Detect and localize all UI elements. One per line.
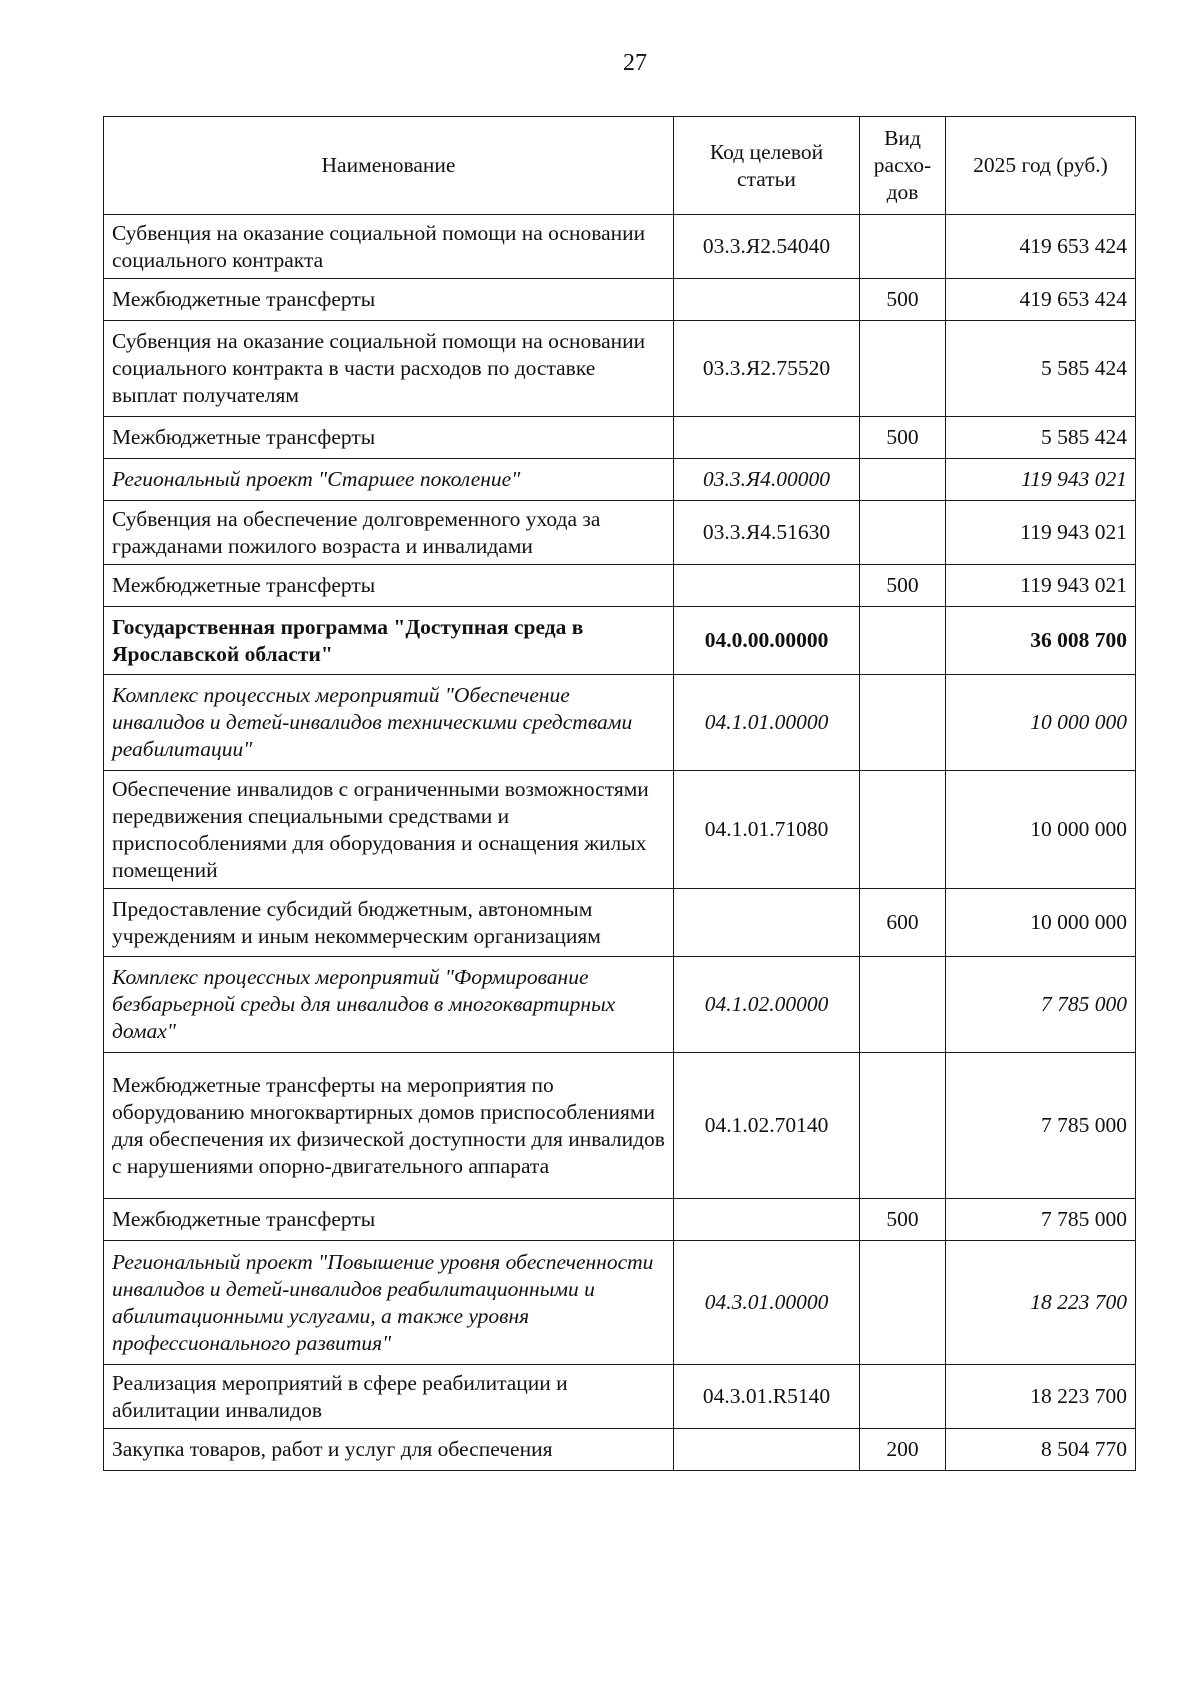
row-amount-cell: 119 943 021 <box>946 501 1136 565</box>
row-name-cell: Реализация мероприятий в сфере реабилитации и абилитации инвалидов <box>104 1365 674 1429</box>
row-name-cell: Предоставление субсидий бюджетным, автономным учреждениям и иным некоммерческим организациям <box>104 889 674 957</box>
table-row <box>104 1429 1136 1471</box>
row-code-cell: 04.3.01.00000 <box>674 1241 860 1365</box>
table-row <box>104 1053 1136 1199</box>
row-code-cell: 03.3.Я4.00000 <box>674 459 860 501</box>
row-name-cell: Региональный проект "Повышение уровня обеспеченности инвалидов и детей-инвалидов реабилитационными и абилитационными услугами, а также уровня профессионального развития" <box>104 1241 674 1365</box>
row-amount-cell: 7 785 000 <box>946 957 1136 1053</box>
row-name-cell: Субвенция на обеспечение долговременного ухода за гражданами пожилого возраста и инвалидами <box>104 501 674 565</box>
row-type-cell: 500 <box>860 1199 946 1241</box>
row-amount-cell: 119 943 021 <box>946 459 1136 501</box>
row-type-cell <box>860 321 946 417</box>
table-row <box>104 459 1136 501</box>
table-row <box>104 215 1136 279</box>
row-name-cell: Закупка товаров, работ и услуг для обеспечения <box>104 1429 674 1471</box>
row-code-cell: 04.3.01.R5140 <box>674 1365 860 1429</box>
row-code-cell <box>674 417 860 459</box>
row-amount-cell: 5 585 424 <box>946 417 1136 459</box>
table-row <box>104 1241 1136 1365</box>
row-amount-cell: 7 785 000 <box>946 1199 1136 1241</box>
row-amount-cell: 18 223 700 <box>946 1365 1136 1429</box>
row-type-cell: 600 <box>860 889 946 957</box>
row-name-cell: Комплекс процессных мероприятий "Обеспечение инвалидов и детей-инвалидов техническими средствами реабилитации" <box>104 675 674 771</box>
header-amount: 2025 год (руб.) <box>946 117 1136 215</box>
row-amount-cell: 10 000 000 <box>946 675 1136 771</box>
row-name-cell: Региональный проект "Старшее поколение" <box>104 459 674 501</box>
table-row <box>104 1365 1136 1429</box>
row-code-cell: 03.3.Я2.54040 <box>674 215 860 279</box>
row-name-cell: Субвенция на оказание социальной помощи на основании социального контракта <box>104 215 674 279</box>
table-row <box>104 279 1136 321</box>
row-name-cell: Межбюджетные трансферты на мероприятия по оборудованию многоквартирных домов приспособлениями для обеспечения их физической доступности для инвалидов с нарушениями опорно-двигательного аппарата <box>104 1053 674 1199</box>
table-body <box>104 215 1136 1471</box>
row-code-cell: 04.0.00.00000 <box>674 607 860 675</box>
row-code-cell <box>674 279 860 321</box>
table-row <box>104 675 1136 771</box>
row-amount-cell: 7 785 000 <box>946 1053 1136 1199</box>
row-amount-cell: 10 000 000 <box>946 771 1136 889</box>
row-type-cell <box>860 459 946 501</box>
row-name-cell: Межбюджетные трансферты <box>104 1199 674 1241</box>
row-type-cell <box>860 1241 946 1365</box>
header-type: Вид расхо-дов <box>860 117 946 215</box>
row-type-cell: 200 <box>860 1429 946 1471</box>
row-name-cell: Межбюджетные трансферты <box>104 565 674 607</box>
table-row <box>104 501 1136 565</box>
row-type-cell <box>860 215 946 279</box>
row-code-cell: 04.1.01.00000 <box>674 675 860 771</box>
table-row <box>104 321 1136 417</box>
row-amount-cell: 119 943 021 <box>946 565 1136 607</box>
table-row <box>104 771 1136 889</box>
row-type-cell <box>860 675 946 771</box>
row-name-cell: Комплекс процессных мероприятий "Формирование безбарьерной среды для инвалидов в многоквартирных домах" <box>104 957 674 1053</box>
table-row <box>104 417 1136 459</box>
row-amount-cell: 10 000 000 <box>946 889 1136 957</box>
row-type-cell: 500 <box>860 565 946 607</box>
row-type-cell <box>860 1365 946 1429</box>
row-type-cell <box>860 1053 946 1199</box>
row-name-cell: Межбюджетные трансферты <box>104 417 674 459</box>
row-amount-cell: 36 008 700 <box>946 607 1136 675</box>
row-code-cell <box>674 1429 860 1471</box>
row-type-cell <box>860 957 946 1053</box>
row-code-cell: 03.3.Я4.51630 <box>674 501 860 565</box>
row-type-cell: 500 <box>860 279 946 321</box>
row-name-cell: Обеспечение инвалидов с ограниченными возможностями передвижения специальными средствами и приспособлениями для оборудования и оснащения жилых помещений <box>104 771 674 889</box>
row-amount-cell: 18 223 700 <box>946 1241 1136 1365</box>
row-amount-cell: 8 504 770 <box>946 1429 1136 1471</box>
table-row <box>104 957 1136 1053</box>
row-type-cell <box>860 607 946 675</box>
row-code-cell <box>674 1199 860 1241</box>
row-code-cell <box>674 889 860 957</box>
header-code: Код целевой статьи <box>674 117 860 215</box>
table-row <box>104 565 1136 607</box>
row-amount-cell: 419 653 424 <box>946 279 1136 321</box>
header-name: Наименование <box>104 117 674 215</box>
row-name-cell: Государственная программа "Доступная среда в Ярославской области" <box>104 607 674 675</box>
row-type-cell: 500 <box>860 417 946 459</box>
table-row <box>104 607 1136 675</box>
row-type-cell <box>860 771 946 889</box>
row-amount-cell: 5 585 424 <box>946 321 1136 417</box>
table-row <box>104 1199 1136 1241</box>
row-name-cell: Субвенция на оказание социальной помощи на основании социального контракта в части расходов по доставке выплат получателям <box>104 321 674 417</box>
row-name-cell: Межбюджетные трансферты <box>104 279 674 321</box>
table-row <box>104 889 1136 957</box>
row-code-cell: 04.1.01.71080 <box>674 771 860 889</box>
row-amount-cell: 419 653 424 <box>946 215 1136 279</box>
row-code-cell: 04.1.02.00000 <box>674 957 860 1053</box>
row-type-cell <box>860 501 946 565</box>
row-code-cell: 04.1.02.70140 <box>674 1053 860 1199</box>
page-number: 27 <box>623 50 647 76</box>
row-code-cell: 03.3.Я2.75520 <box>674 321 860 417</box>
budget-table <box>103 116 1136 1471</box>
table-header-row <box>104 117 1136 215</box>
row-code-cell <box>674 565 860 607</box>
